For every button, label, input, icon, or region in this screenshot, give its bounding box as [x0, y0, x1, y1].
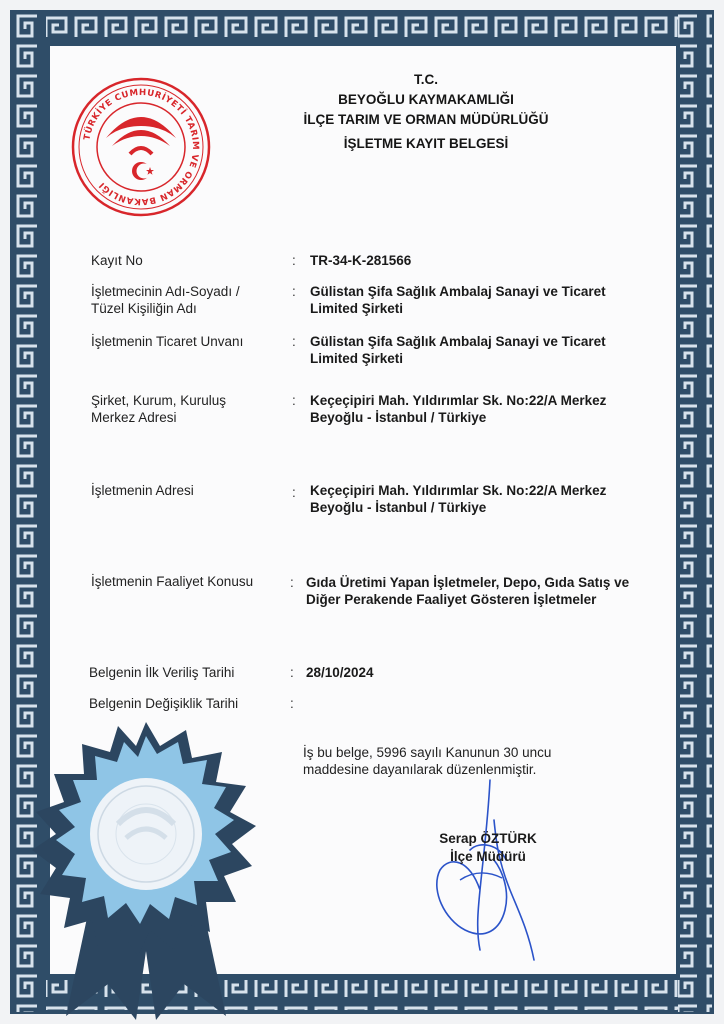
signatory-block	[413, 830, 563, 866]
field-value-issue-date: 28/10/2024	[306, 665, 374, 680]
field-label-change-date: Belgenin Değişiklik Tarihi	[89, 696, 239, 711]
field-colon: :	[292, 485, 296, 500]
header-tc: T.C.	[413, 72, 438, 87]
field-value-registration-no: TR-34-K-281566	[310, 253, 412, 268]
field-colon: :	[290, 696, 294, 711]
field-value-operator-name: Gülistan Şifa Sağlık Ambalaj Sanayi ve Ticaret Limited Şirketi	[310, 284, 606, 316]
field-label-issue-date: Belgenin İlk Veriliş Tarihi	[89, 665, 235, 680]
field-colon: :	[292, 334, 296, 349]
signatory-title: İlçe Müdürü	[450, 849, 526, 864]
logo-ring-text: TÜRKİYE CUMHURİYETİ TARIM VE ORMAN BAKANLIĞI	[82, 87, 201, 207]
field-colon: :	[292, 393, 296, 408]
field-value-business-address: Keçeçipiri Mah. Yıldırımlar Sk. No:22/A Merkez Beyoğlu - İstanbul / Türkiye	[310, 483, 607, 515]
legal-basis-note: İş bu belge, 5996 sayılı Kanunun 30 uncu maddesine dayanılarak düzenlenmiştir.	[303, 745, 552, 777]
field-label-headquarters-address: Şirket, Kurum, Kuruluş Merkez Adresi	[91, 393, 227, 425]
field-value-trade-name: Gülistan Şifa Sağlık Ambalaj Sanayi ve Ticaret Limited Şirketi	[310, 334, 606, 366]
field-colon: :	[292, 253, 296, 268]
field-label-activity: İşletmenin Faaliyet Konusu	[91, 574, 254, 589]
field-colon: :	[292, 284, 296, 299]
header-district-governorship: BEYOĞLU KAYMAKAMLIĞI	[338, 92, 514, 107]
document-title: İŞLETME KAYIT BELGESİ	[343, 136, 509, 151]
official-seal-icon	[26, 716, 266, 1024]
field-label-trade-name: İşletmenin Ticaret Unvanı	[91, 334, 244, 349]
field-colon: :	[290, 575, 294, 590]
field-label-business-address: İşletmenin Adresi	[91, 483, 194, 498]
header-directorate: İLÇE TARIM VE ORMAN MÜDÜRLÜĞÜ	[303, 112, 549, 127]
document-header	[288, 70, 564, 154]
field-label-operator-name: İşletmecinin Adı-Soyadı / Tüzel Kişiliğin Adı	[91, 284, 240, 316]
ministry-logo-icon	[70, 76, 212, 218]
field-value-activity: Gıda Üretimi Yapan İşletmeler, Depo, Gıda Satış ve Diğer Perakende Faaliyet Gösteren İşletmeler	[306, 575, 630, 607]
field-value-headquarters-address: Keçeçipiri Mah. Yıldırımlar Sk. No:22/A Merkez Beyoğlu - İstanbul / Türkiye	[310, 393, 607, 425]
field-label-registration-no: Kayıt No	[91, 253, 143, 268]
signatory-name: Serap ÖZTÜRK	[439, 831, 537, 846]
field-colon: :	[290, 665, 294, 680]
